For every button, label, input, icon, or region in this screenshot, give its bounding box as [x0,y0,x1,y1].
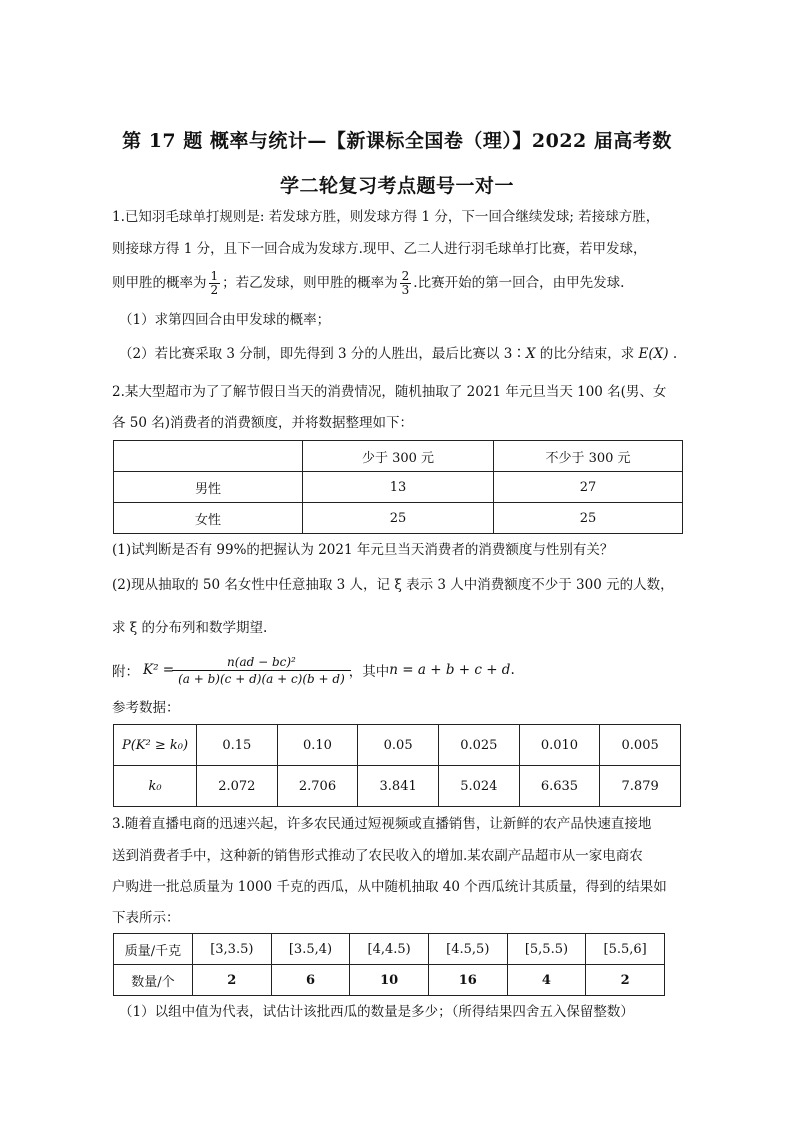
table-cell: 0.10 [277,725,358,766]
q3-line4: 下表所示： [112,910,180,926]
formula-denominator: (a + b)(c + d)(a + c)(b + d) [178,671,345,686]
formula-fraction [178,654,345,687]
fraction-two-thirds [400,270,412,297]
q1-part2-b: 的比分结束，求 [535,346,639,362]
table-row [114,766,681,807]
q1-line3-a: 则甲胜的概率为 [112,275,207,291]
q1-line3-c: .比赛开始的第一回合，由甲先发球. [413,275,625,291]
table-cell: 4 [507,965,586,996]
table-cell: [5,5.5) [507,934,586,965]
q3-line3: 户购进一批总质量为 1000 千克的西瓜，从中随机抽取 40 个西瓜统计其质量，得到的结果如 [112,879,667,895]
table-cell: 0.15 [197,725,278,766]
fraction-denominator: 2 [210,283,219,297]
chi-square-formula [112,650,515,690]
table-cell: 6.635 [519,766,600,807]
formula-mid: ，其中 [348,664,390,680]
table-row-head: 数量/个 [114,965,193,996]
table-row [114,503,683,534]
q2-part2: (2)现从抽取的 50 名女性中任意抽取 3 人，记 ξ 表示 3 人中消费额度不少于 300 元的人数， [112,577,674,593]
formula-prefix: 附： [112,664,139,680]
table-cell: 0.010 [519,725,600,766]
table-cell: 3.841 [358,766,439,807]
table-row-head: k₀ [114,766,197,807]
q1-part2-expectation: E(X) [638,346,669,362]
table-cell: [4.5,5) [428,934,507,965]
q2-line2: 各 50 名)消费者的消费额度，并将数据整理如下： [112,415,414,431]
page-title-line1: 第 17 题 概率与统计—【新课标全国卷（理）】2022 届高考数 [122,130,672,152]
q2-line1: 2.某大型超市为了了解节假日当天的消费情况，随机抽取了 2021 年元旦当天 100 名(男、女 [112,384,667,400]
table-row [114,472,683,503]
fraction-numerator: 2 [401,269,410,283]
table-cell: 7.879 [600,766,681,807]
q1-line3 [112,270,688,297]
table-cell: 10 [350,965,429,996]
table-cell: 6 [271,965,350,996]
reference-data-label: 参考数据： [112,700,180,716]
table-cell: [3.5,4) [271,934,350,965]
fraction-denominator: 3 [401,283,410,297]
watermelon-table [113,933,665,996]
q1-part2 [119,344,695,364]
table-header-row [114,441,683,472]
q1-line1: 1.已知羽毛球单打规则是: 若发球方胜，则发球方得 1 分，下一回合继续发球; 若接球方胜， [112,209,660,225]
formula-lhs: K² = [143,662,175,678]
page-title-line2: 学二轮复习考点题号一对一 [279,175,514,197]
q3-line2: 送到消费者手中，这种新的销售形式推动了农民收入的增加.某农副产品超市从一家电商农 [112,848,643,864]
q1-line2: 则接球方得 1 分，且下一回合成为发球方.现甲、乙二人进行羽毛球单打比赛，若甲发球， [112,241,647,257]
q1-line3-b: ；若乙发球，则甲胜的概率为 [222,275,398,291]
q3-part1: （1）以组中值为代表，试估计该批西瓜的数量是多少；（所得结果四舍五入保留整数） [119,1004,634,1020]
fraction-one-half [209,270,221,297]
formula-n: n = a + b + c + d [389,662,511,678]
table-cell: 27 [494,472,683,503]
table-row-head: P(K² ≥ k₀) [114,725,197,766]
table-cell: [5.5,6] [586,934,665,965]
table-header-cell [114,441,303,472]
q3-line1: 3.随着直播电商的迅速兴起，许多农民通过短视频或直播销售，让新鲜的农产品快速直接地 [112,816,652,832]
table-header-cell: 少于 300 元 [303,441,494,472]
table-cell: 5.024 [438,766,519,807]
consumption-table [113,440,683,534]
table-cell: 25 [494,503,683,534]
table-cell: 2 [586,965,665,996]
table-row [114,934,665,965]
table-row [114,725,681,766]
table-cell: 0.025 [438,725,519,766]
fraction-numerator: 1 [210,269,219,283]
q1-part2-a: （2）若比赛采取 3 分制，即先得到 3 分的人胜出，最后比赛以 3∶ [119,346,526,362]
table-cell: 男性 [114,472,303,503]
table-header-cell: 不少于 300 元 [494,441,683,472]
table-cell: 16 [428,965,507,996]
table-cell: 25 [303,503,494,534]
table-cell: [4,4.5) [350,934,429,965]
q1-part1: （1）求第四回合由甲发球的概率； [119,312,331,328]
table-row [114,965,665,996]
table-cell: [3,3.5) [193,934,272,965]
q2-part3: 求 ξ 的分布列和数学期望. [112,620,268,636]
table-row-head: 质量/千克 [114,934,193,965]
table-cell: 2 [193,965,272,996]
q1-part2-c: . [668,346,678,362]
table-cell: 2.072 [197,766,278,807]
table-cell: 13 [303,472,494,503]
table-cell: 0.05 [358,725,439,766]
table-cell: 2.706 [277,766,358,807]
q1-part2-x: X [525,346,536,362]
table-cell: 女性 [114,503,303,534]
table-cell: 0.005 [600,725,681,766]
q2-part1: (1)试判断是否有 99%的把握认为 2021 年元旦当天消费者的消费额度与性别有关？ [112,542,614,558]
formula-end: . [510,662,515,678]
reference-table [113,724,681,807]
formula-numerator: n(ad − bc)² [172,654,351,671]
